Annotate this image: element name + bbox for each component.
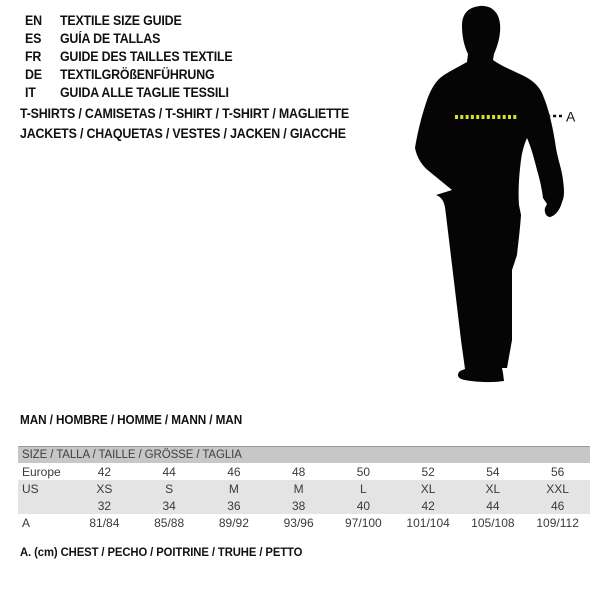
size-cell: 46 bbox=[227, 464, 241, 479]
language-row-fr bbox=[25, 47, 232, 65]
size-cell: 32 bbox=[97, 498, 112, 513]
size-cell: 48 bbox=[291, 464, 306, 479]
size-cell: 105/108 bbox=[471, 515, 515, 530]
size-cell: 97/100 bbox=[345, 515, 382, 530]
size-cell: 40 bbox=[356, 498, 371, 513]
category-line-jackets: JACKETS / CHAQUETAS / VESTES / JACKEN / GIACCHE bbox=[20, 125, 346, 141]
size-cell: 101/104 bbox=[406, 515, 450, 530]
size-cell: 38 bbox=[291, 498, 306, 513]
size-cell: 46 bbox=[550, 498, 565, 513]
size-cell: 89/92 bbox=[218, 515, 249, 530]
size-cell: 56 bbox=[550, 464, 565, 479]
language-label: GUÍA DE TALLAS bbox=[59, 30, 161, 46]
size-cell: 50 bbox=[356, 464, 371, 479]
size-cell: L bbox=[360, 481, 367, 496]
language-code: ES bbox=[25, 30, 42, 46]
size-cell: S bbox=[165, 481, 174, 496]
language-code: IT bbox=[25, 84, 36, 100]
size-cell: XS bbox=[96, 481, 113, 496]
size-cell: 44 bbox=[486, 498, 500, 513]
size-cell: 36 bbox=[227, 498, 241, 513]
size-cell: M bbox=[293, 481, 304, 496]
language-row-de bbox=[25, 65, 232, 83]
size-cell: 109/112 bbox=[536, 515, 579, 530]
table-row-us bbox=[18, 480, 590, 497]
language-row-en bbox=[25, 11, 232, 29]
language-label: TEXTILGRÖßENFÜHRUNG bbox=[59, 66, 215, 82]
table-row-europe bbox=[18, 463, 590, 480]
table-row-uk bbox=[18, 497, 590, 514]
measure-label-a: A bbox=[566, 108, 576, 125]
man-figure bbox=[400, 0, 585, 395]
category-line-tshirts: T-SHIRTS / CAMISETAS / T-SHIRT / T-SHIRT / MAGLIETTE bbox=[20, 106, 350, 121]
language-row-es bbox=[25, 29, 232, 47]
language-code: EN bbox=[25, 12, 42, 28]
row-label: US bbox=[22, 481, 39, 496]
language-code: DE bbox=[25, 66, 42, 82]
language-label: GUIDA ALLE TAGLIE TESSILI bbox=[59, 84, 229, 100]
table-row-chest bbox=[18, 514, 590, 531]
size-cell: XL bbox=[485, 481, 501, 496]
size-cell: 85/88 bbox=[154, 515, 185, 530]
size-table bbox=[18, 446, 590, 531]
size-cell: 54 bbox=[486, 464, 500, 479]
language-row-it bbox=[25, 83, 232, 101]
man-silhouette bbox=[400, 0, 585, 395]
row-label: Europe bbox=[22, 464, 61, 479]
category-lines bbox=[20, 104, 378, 143]
language-list bbox=[25, 11, 251, 101]
size-cell: XL bbox=[420, 481, 436, 496]
size-cell: 93/96 bbox=[283, 515, 314, 530]
size-cell: 42 bbox=[421, 498, 435, 513]
size-cell: 34 bbox=[162, 498, 176, 513]
size-cell: 44 bbox=[162, 464, 176, 479]
man-silhouette-shape bbox=[415, 6, 564, 382]
footnote-chest: A. (cm) CHEST / PECHO / POITRINE / TRUHE / PETTO bbox=[20, 545, 303, 559]
language-label: GUIDE DES TAILLES TEXTILE bbox=[59, 48, 233, 64]
size-cell: M bbox=[228, 481, 239, 496]
size-cell: 42 bbox=[97, 464, 112, 479]
row-label: A bbox=[22, 515, 31, 530]
size-table-header: SIZE / TALLA / TAILLE / GRÖSSE / TAGLIA bbox=[18, 446, 590, 463]
size-cell: 81/84 bbox=[89, 515, 120, 530]
section-title-man: MAN / HOMBRE / HOMME / MANN / MAN bbox=[20, 413, 243, 427]
language-code: FR bbox=[25, 48, 42, 64]
language-label: TEXTILE SIZE GUIDE bbox=[59, 12, 182, 28]
size-cell: 52 bbox=[421, 464, 435, 479]
size-cell: XXL bbox=[546, 481, 569, 496]
